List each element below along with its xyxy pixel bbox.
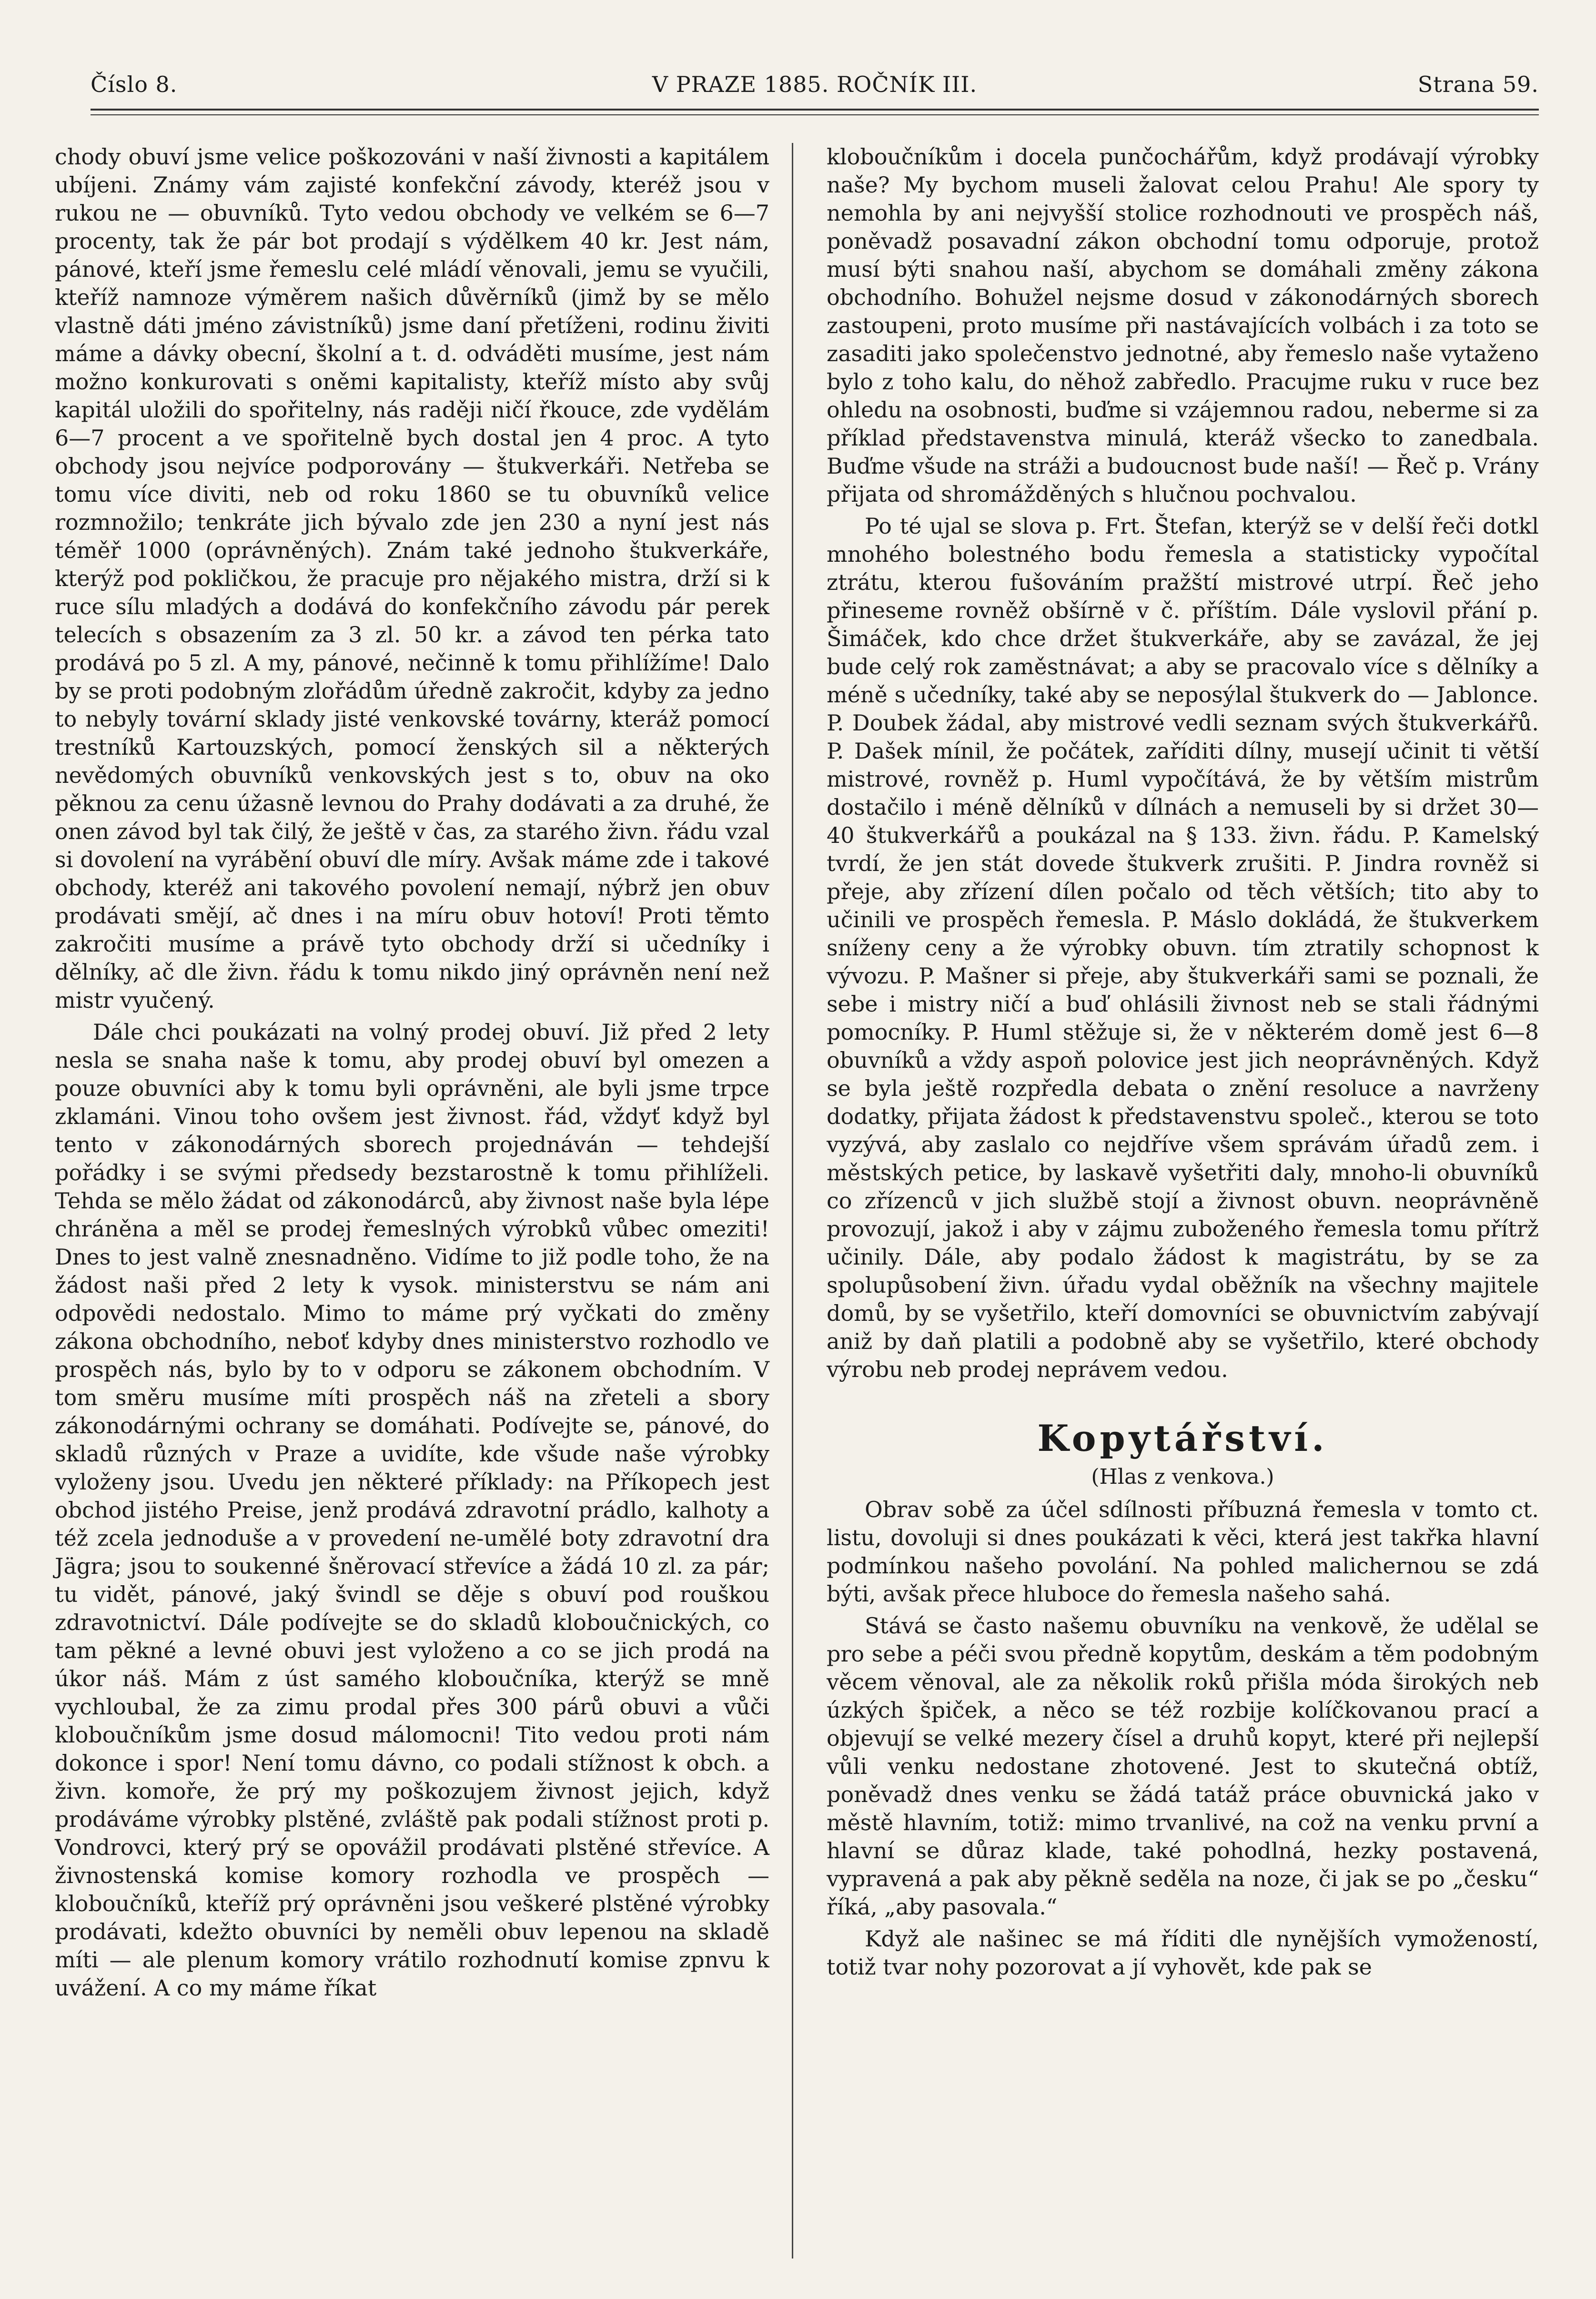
right-column xyxy=(827,143,1539,1985)
section-subtitle: (Hlas z venkova.) xyxy=(1091,1465,1274,1489)
masthead-line: V PRAZE 1885. ROČNÍK III. xyxy=(652,71,978,97)
section-paragraph: Obrav sobě za účel sdílnosti příbuzná řemesla v tomto ct. listu, dovoluji si dnes poukázati k věci, která jest takřka hlavní podmínkou našeho povolání. Na pohled malichernou se zdá býti, avšak přece hluboce do řemesla našeho sahá. xyxy=(827,1497,1539,1607)
column-divider xyxy=(792,143,793,2258)
header-rule-thin xyxy=(91,114,1539,115)
article-paragraph: Po té ujal se slova p. Frt. Štefan, kterýž se v delší řeči dotkl mnohého bolestného bodu řemesla a statisticky vypočítal ztrátu, kterou fušováním pražští mistrové utrpí. Řeč jeho přineseme rovněž obšírně v č. příštím. Dále vyslovil přání p. Šimáček, kdo chce držet štukverkáře, aby se zavázal, že jej bude celý rok zaměstnávat; a aby se pracovalo více s dělníky a méně s učedníky, také aby se neposýlal štukverk do — Jablonce. P. Doubek žádal, aby mistrové vedli seznam svých štukverkářů. P. Dašek mínil, že počátek, zaříditi dílny, musejí učinit ti větší mistrové, rovněž p. Huml vypočítává, že by větším mistrům dostačilo i méně dělníků v dílnách a nemuseli by si držet 30—40 štukverkářů a poukázal na § 133. živn. řádu. P. Kamelský tvrdí, že jen stát dovede štukverk zrušiti. P. Jindra rovněž si přeje, aby zřízení dílen počalo od těch větších; tito aby to učinili ve prospěch řemesla. P. Máslo dokládá, že štukverkem sníženy ceny a že výrobky obuvn. tím ztratily schopnost k vývozu. P. Mašner si přeje, aby štukverkáři sami se poznali, že sebe i mistry ničí a buď ohlásili živnost neb se stali řádnými pomocníky. P. Huml stěžuje si, že v některém domě jest 6—8 obuvníků a vždy aspoň polovice jest jich neoprávněných. Když se byla ještě rozpředla debata o znění resoluce a navrženy dodatky, přijata žádost k představenstvu společ., kterou se toto vyzývá, aby zaslalo co nejdříve všem správám úřadů zem. i městských petice, by laskavě vyšetřiti daly, mnoho-li obuvníků co zřízenců v jich službě stojí a živnost obuvn. neoprávněně provozují, jakož i aby v zájmu zuboženého řemesla tomu přítrž učinily. Dále, aby podalo žádost k magistrátu, by se za spolupůsobení živn. úřadu vydal oběžník na všechny majitele domů, by se vyšetřilo, kteří domovníci se obuvnictvím zabývají aniž by daň platili a podobně aby se vyšetřilo, které obchody výrobu neb prodej neprávem vedou. xyxy=(827,513,1539,1382)
header-rule xyxy=(91,109,1539,111)
page-header xyxy=(91,71,1539,105)
section-paragraph: Když ale našinec se má říditi dle nynějších vymožeností, totiž tvar nohy pozorovat a jí vyhovět, kde pak se xyxy=(827,1926,1539,1980)
page-number: Strana 59. xyxy=(1417,71,1539,97)
article-paragraph: chody obuví jsme velice poškozováni v naší živnosti a kapitálem ubíjeni. Známy vám zajisté konfekční závody, kteréž jsou v rukou ne — obuvníků. Tyto vedou obchody ve velkém se 6—7 procenty, tak že pár bot prodají s výdělkem 40 kr. Jest nám, pánové, kteří jsme řemeslu celé mládí věnovali, jemu se vyučili, kteříž namnoze výměrem našich důvěrníků (jimž by se mělo vlastně dáti jméno závistníků) jsme daní přetíženi, rodinu živiti máme a dávky obecní, školní a t. d. odváděti musíme, jest nám možno konkurovati s oněmi kapitalisty, kteříž místo aby svůj kapitál uložili do spořitelny, nás raději ničí řkouce, zde vydělám 6—7 procent a ve spořitelně bych dostal jen 4 proc. A tyto obchody jsou nejvíce podporovány — štukverkáři. Netřeba se tomu více diviti, neb od roku 1860 se tu obuvníků velice rozmnožilo; tenkráte jich bývalo zde jen 230 a nyní jest nás téměř 1000 (oprávněných). Znám také jednoho štukverkáře, kterýž pod pokličkou, že pracuje pro nějakého mistra, drží si k ruce sílu mladých a dodává do konfekčního závodu pár perek telecích s obsazením za 3 zl. 50 kr. a závod ten pérka tato prodává po 5 zl. A my, pánové, nečinně k tomu přihlížíme! Dalo by se proti podobným zlořádům úředně zakročit, kdyby za jedno to nebyly tovární sklady jisté venkovské továrny, kteráž pomocí trestníků Kartouzských, pomocí ženských sil a některých nevědomých obuvníků venkovských jest s to, obuv na oko pěknou za cenu úžasně levnou do Prahy dodávati a za druhé, že onen závod byl tak čilý, že ještě v čas, za starého živn. řádu vzal si dovolení na vyrábění obuví dle míry. Avšak máme zde i takové obchody, kteréž ani takového povolení nemají, nýbrž jen obuv prodávati smějí, ač dnes i na míru obuv hotoví! Proti těmto zakročiti musíme a právě tyto obchody drží si učedníky i dělníky, ač dle živn. řádu k tomu nikdo jiný oprávněn není než mistr vyučený. xyxy=(55,144,769,1013)
article-paragraph: kloboučníkům i docela punčochářům, když prodávají výrobky naše? My bychom museli žalovat celou Prahu! Ale spory ty nemohla by ani nejvyšší stolice rozhodnouti ve prospěch náš, poněvadž posavadní zákon obchodní tomu odporuje, protož musí býti snahou naší, abychom se domáhali změny zákona obchodního. Bohužel nejsme dosud v zákonodárných sborech zastoupeni, proto musíme při nastávajících volbách i za toto se zasaditi jako společenstvo jednotné, aby řemeslo naše vytaženo bylo z toho kalu, do něhož zabředlo. Pracujme ruku v ruce bez ohledu na osobnosti, buďme si vzájemnou radou, neberme si za příklad představenstva minulá, kteráž všecko to zanedbala. Buďme všude na stráži a budoucnost bude naší! — Řeč p. Vrány přijata od shromážděných s hlučnou pochvalou. xyxy=(827,144,1539,507)
section-heading: Kopytářství. xyxy=(1037,1417,1328,1459)
section-paragraph: Stává se často našemu obuvníku na venkově, že udělal se pro sebe a péči svou předně kopytům, deskám a těm podobným věcem věnoval, ale za několik roků přišla móda širokých neb úzkých špiček, a něco se též rozbije kolíčkovanou prací a objevují se velké mezery čísel a druhů kopyt, které při nejlepší vůli venku nedostane zhotovené. Jest to skutečná obtíž, poněvadž dnes venku se žádá tatáž práce obuvnická jako v městě hlavním, totiž: mimo trvanlivé, na což na venku první a hlavní se důraz klade, také pohodlná, hezky postavená, vypravená a pak aby pěkně seděla na noze, či jak se po „česku“ říká, „aby pasovala.“ xyxy=(827,1613,1539,1920)
article-paragraph: Dále chci poukázati na volný prodej obuví. Již před 2 lety nesla se snaha naše k tomu, aby prodej obuví byl omezen a pouze obuvníci aby k tomu byli oprávněni, ale byli jsme trpce zklamáni. Vinou toho ovšem jest živnost. řád, vždyť když byl tento v zákonodárných sborech projednáván — tehdejší pořádky i se svými předsedy bezstarostně k tomu přihlíželi. Tehda se mělo žádat od zákonodárců, aby živnost naše byla lépe chráněna a měl se prodej řemeslných výrobků vůbec omeziti! Dnes to jest valně znesnadněno. Vidíme to již podle toho, že na žádost naši před 2 lety k vysok. ministerstvu se nám ani odpovědi nedostalo. Mimo to máme prý vyčkati do změny zákona obchodního, neboť kdyby dnes ministerstvo rozhodlo ve prospěch nás, bylo by to v odporu se zákonem obchodním. V tom směru musíme míti prospěch náš na zřeteli a sbory zákonodárnými ochrany se domáhati. Podívejte se, pánové, do skladů různých v Praze a uvidíte, kde všude naše výrobky vyloženy jsou. Uvedu jen některé příklady: na Příkopech jest obchod jistého Preise, jenž prodává zdravotní prádlo, kalhoty a též zcela jednoduše a v provedení ne-umělé boty zdravotní dra Jägra; jsou to soukenné šněrovací střevíce a žádá 10 zl. za pár; tu vidět, pánové, jaký švindl se děje s obuví pod rouškou zdravotnictví. Dále podívejte se do skladů kloboučnických, co tam pěkné a levné obuvi jest vyloženo a co se jich prodá na úkor náš. Mám z úst samého kloboučníka, kterýž se mně vychloubal, že za zimu prodal přes 300 párů obuvi a vůči kloboučníkům jsme dosud málomocni! Tito vedou proti nám dokonce i spor! Není tomu dávno, co podali stížnost k obch. a živn. komoře, že prý my poškozujem živnost jejich, když prodáváme výrobky plstěné, zvláště pak podali stížnost proti p. Vondrovci, který prý se opovážil prodávati plstěné střevíce. A živnostenská komise komory rozhodla ve prospěch — kloboučníků, kteříž prý oprávněni jsou veškeré plstěné výrobky prodávati, kdežto obuvníci by neměli obuv lepenou na skladě míti — ale plenum komory vrátilo rozhodnutí komise zpnvu k uvážení. A co my máme říkat xyxy=(55,1019,769,2001)
left-column xyxy=(55,143,769,2006)
issue-number: Číslo 8. xyxy=(91,71,178,97)
